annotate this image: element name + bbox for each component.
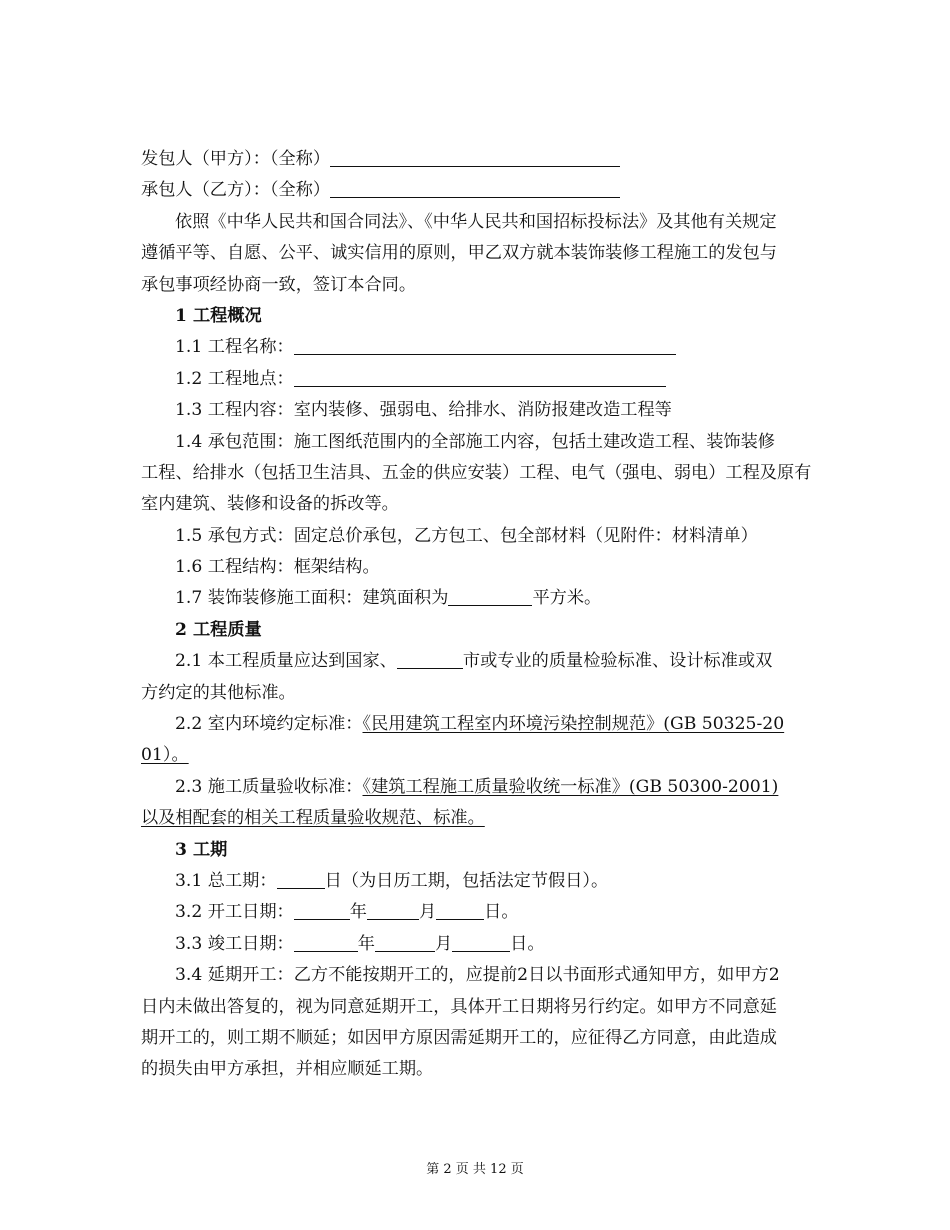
area-blank[interactable] xyxy=(448,584,532,606)
structure-line: 1.6 工程结构：框架结构。 xyxy=(175,557,380,578)
delay-start-line-4: 的损失由甲方承担，并相应顺延工期。 xyxy=(141,1059,434,1080)
preamble-line-3: 承包事项经协商一致，签订本合同。 xyxy=(141,274,417,295)
completion-month-unit: 月 xyxy=(434,933,453,954)
project-location-blank[interactable] xyxy=(294,365,666,387)
city-blank[interactable] xyxy=(397,647,463,669)
project-content-line: 1.3 工程内容：室内装修、强弱电、给排水、消防报建改造工程等 xyxy=(175,400,672,421)
env-standard-ref: 《民用建筑工程室内环境污染控制规范》(GB 50325-20 xyxy=(362,714,785,735)
project-name-label: 1.1 工程名称： xyxy=(175,337,294,358)
employer-line xyxy=(141,144,813,175)
delay-start-line-2: 日内未做出答复的，视为同意延期开工，具体开工日期将另行约定。如甲方不同意延 xyxy=(141,996,777,1017)
area-unit: 平方米。 xyxy=(532,588,602,609)
start-year-blank[interactable] xyxy=(294,898,350,920)
scope-line-3: 室内建筑、装修和设备的拆改等。 xyxy=(141,494,399,515)
env-standard-line-2 xyxy=(141,740,813,771)
total-duration-line xyxy=(141,866,813,897)
quality-standard-line-2: 方约定的其他标准。 xyxy=(141,682,296,703)
scope-line-2: 工程、给排水（包括卫生洁具、五金的供应安装）工程、电气（强电、弱电）工程及原有 xyxy=(141,462,812,483)
start-date-line xyxy=(141,897,813,928)
preamble-line-1: 依照《中华人民共和国合同法》、《中华人民共和国招标投标法》及其他有关规定 xyxy=(175,211,777,232)
completion-day-blank[interactable] xyxy=(452,930,510,952)
quality-standard-post: 市或专业的质量检验标准、设计标准或双 xyxy=(462,651,773,672)
preamble-line-2: 遵循平等、自愿、公平、诚实信用的原则，甲乙双方就本装饰装修工程施工的发包与 xyxy=(141,243,777,264)
page-footer: 第 2 页 共 12 页 xyxy=(426,1162,524,1177)
start-date-label: 3.2 开工日期： xyxy=(175,902,294,923)
start-day-blank[interactable] xyxy=(436,898,484,920)
area-line xyxy=(141,583,813,614)
delay-start-line-3: 期开工的，则工期不顺延；如因甲方原因需延期开工的，应征得乙方同意，由此造成 xyxy=(141,1027,777,1048)
contract-mode-line: 1.5 承包方式：固定总价承包，乙方包工、包全部材料（见附件：材料清单） xyxy=(175,525,758,546)
completion-day-unit: 日。 xyxy=(510,933,545,954)
env-standard-line-1 xyxy=(141,709,813,740)
total-duration-note: 日（为日历工期，包括法定节假日）。 xyxy=(324,870,609,891)
scope-line-1: 1.4 承包范围：施工图纸范围内的全部施工内容，包括土建改造工程、装饰装修 xyxy=(175,431,775,452)
completion-year-unit: 年 xyxy=(357,933,375,954)
delay-start-line-1: 3.4 延期开工：乙方不能按期开工的，应提前2日以书面形式通知甲方，如甲方2 xyxy=(175,965,780,986)
contractor-name-blank[interactable] xyxy=(330,176,620,198)
quality-standard-pre: 2.1 本工程质量应达到国家、 xyxy=(175,651,397,672)
acceptance-standard-label: 2.3 施工质量验收标准： xyxy=(175,776,363,797)
contract-body xyxy=(141,144,813,1086)
employer-name-blank[interactable] xyxy=(330,145,620,167)
acceptance-standard-ref: 《建筑工程施工质量验收统一标准》(GB 50300-2001) xyxy=(362,776,779,797)
project-name-blank[interactable] xyxy=(294,333,676,355)
completion-date-line xyxy=(141,929,813,960)
completion-year-blank[interactable] xyxy=(294,930,358,952)
env-standard-ref-cont: 01）。 xyxy=(141,745,189,766)
project-location-line xyxy=(141,364,813,395)
completion-month-blank[interactable] xyxy=(375,930,435,952)
employer-label: 发包人（甲方）：（全称） xyxy=(141,149,331,169)
start-day-unit: 日。 xyxy=(484,902,519,923)
quality-standard-line-1 xyxy=(141,646,813,677)
section-3-title: 3 工期 xyxy=(175,839,228,860)
contractor-line xyxy=(141,175,813,206)
section-1-title: 1 工程概况 xyxy=(175,305,262,326)
acceptance-standard-line-1 xyxy=(141,772,813,803)
start-month-blank[interactable] xyxy=(367,898,419,920)
env-standard-label: 2.2 室内环境约定标准： xyxy=(175,714,363,735)
start-year-unit: 年 xyxy=(349,902,367,923)
project-name-line xyxy=(141,332,813,363)
section-2-title: 2 工程质量 xyxy=(175,619,262,640)
duration-days-blank[interactable] xyxy=(277,867,325,889)
area-label: 1.7 装饰装修施工面积：建筑面积为 xyxy=(175,588,449,609)
start-month-unit: 月 xyxy=(418,902,437,923)
project-location-label: 1.2 工程地点： xyxy=(175,368,294,389)
completion-date-label: 3.3 竣工日期： xyxy=(175,933,294,954)
acceptance-standard-line-2 xyxy=(141,803,813,834)
acceptance-standard-ref-cont: 以及相配套的相关工程质量验收规范、标准。 xyxy=(141,808,485,829)
contractor-label: 承包人（乙方）：（全称） xyxy=(141,180,331,201)
total-duration-label: 3.1 总工期： xyxy=(175,870,277,891)
